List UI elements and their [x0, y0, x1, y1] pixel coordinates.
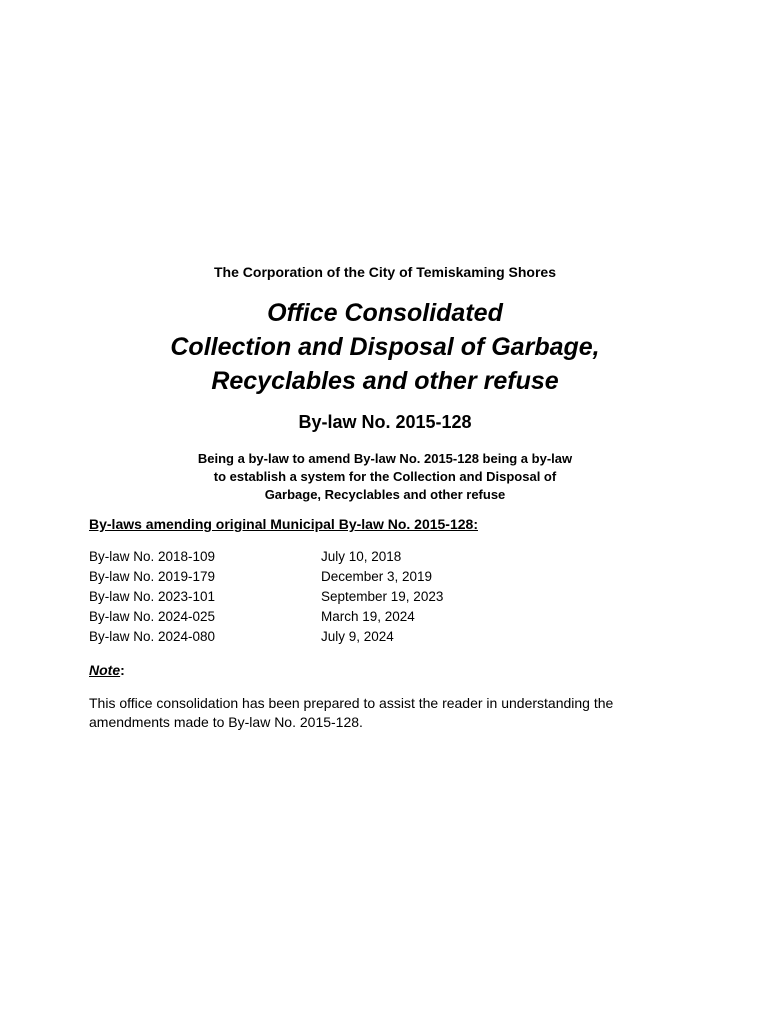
purpose-line: Garbage, Recyclables and other refuse: [264, 487, 506, 502]
purpose-line: Being a by-law to amend By-law No. 2015-128 being a by-law: [197, 451, 573, 466]
amendment-row: [89, 587, 589, 607]
note-label: Note: [89, 662, 121, 678]
amendment-row: [89, 627, 589, 647]
amendment-number: By-law No. 2023-101: [89, 589, 216, 604]
amendment-number: By-law No. 2019-179: [89, 569, 216, 584]
amendment-row: [89, 607, 589, 627]
amendment-row: [89, 567, 589, 587]
amendment-date: September 19, 2023: [321, 589, 444, 604]
amendments-heading: By-laws amending original Municipal By-law No. 2015-128:: [89, 516, 478, 532]
note-heading: [89, 661, 125, 679]
note-line: This office consolidation has been prepared to assist the reader in understanding the: [89, 695, 614, 711]
amendment-number: By-law No. 2018-109: [89, 549, 216, 564]
title-line: Collection and Disposal of Garbage,: [170, 333, 600, 361]
document-title: [0, 296, 770, 398]
amendment-date: March 19, 2024: [321, 609, 415, 624]
note-line: amendments made to By-law No. 2015-128.: [89, 714, 363, 730]
amendment-number: By-law No. 2024-025: [89, 609, 216, 624]
amendment-date: December 3, 2019: [321, 569, 433, 584]
bylaw-purpose: [0, 450, 770, 504]
amendment-date: July 9, 2024: [321, 629, 394, 644]
note-body: [89, 694, 689, 732]
title-line: Recyclables and other refuse: [211, 367, 559, 395]
title-line: Office Consolidated: [267, 299, 503, 327]
amendment-date: July 10, 2018: [321, 549, 402, 564]
purpose-line: to establish a system for the Collection and Disposal of: [213, 469, 557, 484]
bylaw-number: By-law No. 2015-128: [298, 412, 472, 432]
amendment-number: By-law No. 2024-080: [89, 629, 216, 644]
amendments-list: [89, 547, 589, 647]
note-colon: :: [120, 662, 125, 678]
amendment-row: [89, 547, 589, 567]
corporation-name: The Corporation of the City of Temiskaming Shores: [214, 264, 556, 280]
